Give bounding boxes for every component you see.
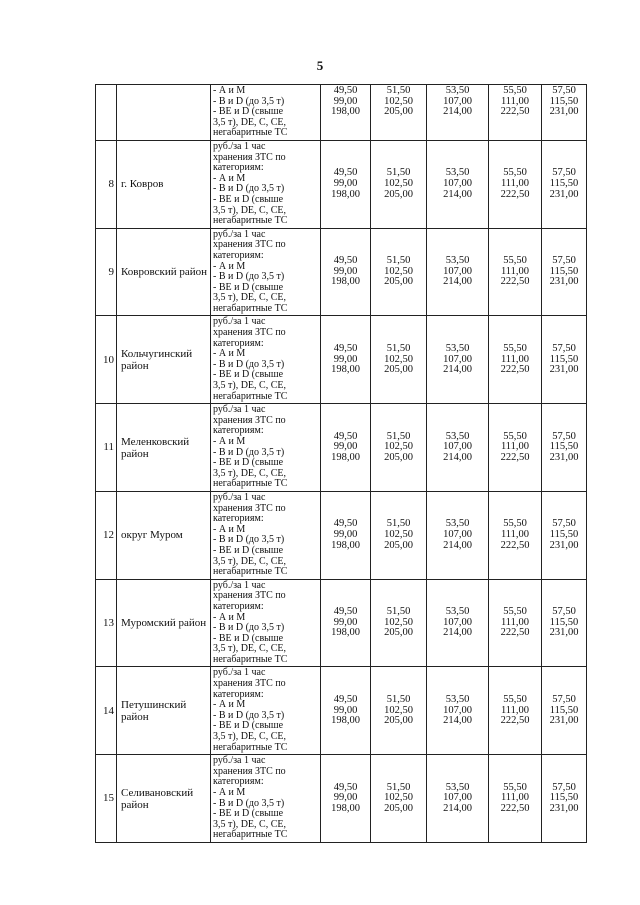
description-line: - А и М xyxy=(213,787,246,798)
price-value: 115,50 xyxy=(549,792,579,804)
price-value: 55,50 xyxy=(503,342,527,354)
table-row xyxy=(96,85,587,141)
price-value: 205,00 xyxy=(384,451,413,463)
price-cell xyxy=(371,667,427,755)
price-value: 49,50 xyxy=(333,518,358,530)
price-value: 55,50 xyxy=(503,85,527,96)
description-line: - В и D (до 3,5 т) xyxy=(213,358,285,370)
price-value: 111,00 xyxy=(500,95,530,107)
description-line: негабаритные ТС xyxy=(213,829,288,841)
price-cell xyxy=(489,755,542,843)
price-cell xyxy=(371,755,427,843)
price-value: 198,00 xyxy=(331,627,360,639)
price-value: 49,50 xyxy=(333,693,358,705)
price-value: 222,50 xyxy=(500,802,530,814)
district-name: Меленковский район xyxy=(117,404,211,492)
price-value: 99,00 xyxy=(333,95,358,107)
tariff-description xyxy=(211,140,321,228)
price-value: 111,00 xyxy=(500,529,530,541)
price-value: 49,50 xyxy=(333,430,358,442)
description-line: руб./за 1 час xyxy=(213,404,266,416)
price-value: 111,00 xyxy=(500,265,530,277)
price-value: 57,50 xyxy=(552,781,576,793)
description-line: руб./за 1 час xyxy=(213,755,266,767)
price-cell xyxy=(371,228,427,316)
description-line: негабаритные ТС xyxy=(213,566,288,578)
price-value: 205,00 xyxy=(384,188,413,200)
row-number: 11 xyxy=(96,404,117,492)
row-number: 8 xyxy=(96,140,117,228)
price-value: 53,50 xyxy=(445,255,470,267)
price-value: 55,50 xyxy=(503,693,527,705)
price-value: 111,00 xyxy=(500,178,530,190)
price-value: 198,00 xyxy=(331,188,360,200)
tariff-description xyxy=(211,228,321,316)
description-line: 3,5 т), DE, C, CE, xyxy=(213,380,286,392)
price-value: 49,50 xyxy=(333,342,358,354)
price-value: 55,50 xyxy=(503,781,527,793)
price-cell xyxy=(371,404,427,492)
description-line: негабаритные ТС xyxy=(213,653,288,665)
price-value: 198,00 xyxy=(331,451,360,463)
price-value: 107,00 xyxy=(443,441,472,453)
description-line: категориям: xyxy=(213,337,264,349)
price-value: 99,00 xyxy=(333,353,358,365)
description-line: - В и D (до 3,5 т) xyxy=(213,446,285,458)
price-value: 102,50 xyxy=(384,529,413,541)
district-name: Петушинский район xyxy=(117,667,211,755)
tariff-description xyxy=(211,85,321,141)
price-value: 107,00 xyxy=(443,704,472,716)
price-value: 231,00 xyxy=(549,451,579,463)
description-line: - ВЕ и D (свыше xyxy=(213,106,284,118)
price-value: 51,50 xyxy=(386,85,411,96)
description-line: хранения ЗТС по xyxy=(213,678,286,690)
price-cell xyxy=(542,404,587,492)
description-line: 3,5 т), DE, C, CE, xyxy=(213,292,286,304)
price-cell xyxy=(427,667,489,755)
price-cell xyxy=(427,491,489,579)
price-value: 57,50 xyxy=(552,167,576,179)
price-value: 231,00 xyxy=(549,188,579,200)
price-value: 198,00 xyxy=(331,539,360,551)
row-number: 10 xyxy=(96,316,117,404)
price-value: 51,50 xyxy=(386,167,411,179)
price-value: 214,00 xyxy=(443,627,472,639)
price-value: 99,00 xyxy=(333,616,358,628)
price-value: 102,50 xyxy=(384,95,413,107)
description-line: - А и М xyxy=(213,85,246,96)
price-value: 102,50 xyxy=(384,265,413,277)
price-value: 53,50 xyxy=(445,606,470,618)
price-cell xyxy=(542,491,587,579)
description-line: хранения ЗТС по xyxy=(213,590,286,602)
price-value: 51,50 xyxy=(386,518,411,530)
price-value: 107,00 xyxy=(443,265,472,277)
price-value: 231,00 xyxy=(549,715,579,727)
price-cell xyxy=(321,579,371,667)
table-row xyxy=(96,140,587,228)
tariff-table xyxy=(95,84,587,843)
price-value: 102,50 xyxy=(384,792,413,804)
description-line: хранения ЗТС по xyxy=(213,151,286,163)
price-value: 55,50 xyxy=(503,606,527,618)
description-line: категориям: xyxy=(213,162,264,174)
price-value: 107,00 xyxy=(443,616,472,628)
price-value: 205,00 xyxy=(384,106,413,118)
description-line: категориям: xyxy=(213,425,264,437)
description-line: руб./за 1 час xyxy=(213,316,266,328)
district-name: округ Муром xyxy=(117,491,211,579)
price-value: 115,50 xyxy=(549,265,579,277)
price-cell xyxy=(489,316,542,404)
price-cell xyxy=(427,140,489,228)
table-body xyxy=(96,85,587,843)
price-cell xyxy=(371,316,427,404)
price-value: 55,50 xyxy=(503,255,527,267)
price-cell xyxy=(489,667,542,755)
district-name xyxy=(117,85,211,141)
description-line: - В и D (до 3,5 т) xyxy=(213,622,285,634)
price-value: 53,50 xyxy=(445,693,470,705)
tariff-description xyxy=(211,667,321,755)
description-line: негабаритные ТС xyxy=(213,478,288,490)
description-line: 3,5 т), DE, C, CE, xyxy=(213,467,286,479)
price-cell xyxy=(542,667,587,755)
description-line: категориям: xyxy=(213,600,264,612)
price-cell xyxy=(321,316,371,404)
row-number xyxy=(96,85,117,141)
description-line: - ВЕ и D (свыше xyxy=(213,632,284,644)
description-line: категориям: xyxy=(213,513,264,525)
tariff-description xyxy=(211,404,321,492)
tariff-description xyxy=(211,755,321,843)
price-cell xyxy=(427,579,489,667)
price-value: 222,50 xyxy=(500,188,530,200)
description-line: руб./за 1 час xyxy=(213,491,266,503)
price-value: 111,00 xyxy=(500,792,530,804)
price-value: 115,50 xyxy=(549,441,579,453)
price-value: 99,00 xyxy=(333,704,358,716)
price-value: 57,50 xyxy=(552,518,576,530)
description-line: руб./за 1 час xyxy=(213,228,266,240)
price-value: 99,00 xyxy=(333,265,358,277)
price-value: 107,00 xyxy=(443,529,472,541)
price-value: 111,00 xyxy=(500,353,530,365)
price-value: 57,50 xyxy=(552,606,576,618)
description-line: хранения ЗТС по xyxy=(213,765,286,777)
description-line: - В и D (до 3,5 т) xyxy=(213,709,285,721)
description-line: - А и М xyxy=(213,611,246,623)
price-value: 49,50 xyxy=(333,255,358,267)
description-line: - В и D (до 3,5 т) xyxy=(213,271,285,283)
price-value: 205,00 xyxy=(384,715,413,727)
price-value: 231,00 xyxy=(549,539,579,551)
price-value: 51,50 xyxy=(386,342,411,354)
description-line: - ВЕ и D (свыше xyxy=(213,193,284,205)
price-cell xyxy=(321,140,371,228)
table-row xyxy=(96,404,587,492)
description-line: 3,5 т), DE, C, CE, xyxy=(213,731,286,743)
price-value: 51,50 xyxy=(386,606,411,618)
price-value: 222,50 xyxy=(500,106,530,118)
price-value: 102,50 xyxy=(384,353,413,365)
price-value: 102,50 xyxy=(384,441,413,453)
price-value: 51,50 xyxy=(386,781,411,793)
district-name: Кольчугинский район xyxy=(117,316,211,404)
description-line: - А и М xyxy=(213,260,246,272)
price-value: 231,00 xyxy=(549,364,579,376)
price-value: 53,50 xyxy=(445,85,470,96)
price-value: 111,00 xyxy=(500,441,530,453)
description-line: негабаритные ТС xyxy=(213,741,288,753)
description-line: категориям: xyxy=(213,249,264,261)
price-value: 49,50 xyxy=(333,85,358,96)
description-line: негабаритные ТС xyxy=(213,127,288,139)
price-value: 111,00 xyxy=(500,616,530,628)
row-number: 9 xyxy=(96,228,117,316)
price-value: 214,00 xyxy=(443,451,472,463)
row-number: 14 xyxy=(96,667,117,755)
row-number: 13 xyxy=(96,579,117,667)
price-value: 49,50 xyxy=(333,167,358,179)
price-cell xyxy=(427,228,489,316)
price-cell xyxy=(489,140,542,228)
price-value: 51,50 xyxy=(386,693,411,705)
description-line: - ВЕ и D (свыше xyxy=(213,720,284,732)
price-cell xyxy=(489,85,542,141)
price-value: 198,00 xyxy=(331,106,360,118)
price-value: 99,00 xyxy=(333,529,358,541)
district-name: Муромский район xyxy=(117,579,211,667)
description-line: 3,5 т), DE, C, CE, xyxy=(213,643,286,655)
price-value: 102,50 xyxy=(384,178,413,190)
price-cell xyxy=(542,316,587,404)
price-value: 222,50 xyxy=(500,627,530,639)
price-cell xyxy=(542,755,587,843)
price-value: 214,00 xyxy=(443,364,472,376)
price-value: 214,00 xyxy=(443,802,472,814)
price-value: 49,50 xyxy=(333,606,358,618)
price-cell xyxy=(542,228,587,316)
description-line: хранения ЗТС по xyxy=(213,414,286,426)
price-cell xyxy=(542,85,587,141)
price-value: 57,50 xyxy=(552,430,576,442)
district-name: Ковровский район xyxy=(117,228,211,316)
price-value: 115,50 xyxy=(549,616,579,628)
table-row xyxy=(96,228,587,316)
price-value: 222,50 xyxy=(500,715,530,727)
row-number: 12 xyxy=(96,491,117,579)
description-line: руб./за 1 час xyxy=(213,140,266,152)
price-cell xyxy=(371,579,427,667)
description-line: 3,5 т), DE, C, CE, xyxy=(213,116,286,128)
price-cell xyxy=(542,140,587,228)
price-value: 198,00 xyxy=(331,276,360,288)
price-value: 205,00 xyxy=(384,539,413,551)
price-value: 198,00 xyxy=(331,364,360,376)
price-value: 222,50 xyxy=(500,276,530,288)
price-value: 102,50 xyxy=(384,704,413,716)
price-cell xyxy=(542,579,587,667)
price-value: 53,50 xyxy=(445,430,470,442)
description-line: - ВЕ и D (свыше xyxy=(213,457,284,469)
description-line: - В и D (до 3,5 т) xyxy=(213,95,285,107)
tariff-description xyxy=(211,491,321,579)
price-value: 198,00 xyxy=(331,802,360,814)
description-line: хранения ЗТС по xyxy=(213,327,286,339)
price-value: 53,50 xyxy=(445,342,470,354)
table-row xyxy=(96,579,587,667)
description-line: - В и D (до 3,5 т) xyxy=(213,534,285,546)
price-cell xyxy=(489,491,542,579)
description-line: категориям: xyxy=(213,688,264,700)
price-cell xyxy=(371,491,427,579)
price-cell xyxy=(321,491,371,579)
description-line: - ВЕ и D (свыше xyxy=(213,808,284,820)
price-value: 115,50 xyxy=(549,353,579,365)
price-value: 205,00 xyxy=(384,276,413,288)
price-value: 214,00 xyxy=(443,276,472,288)
price-value: 57,50 xyxy=(552,85,576,96)
district-name: Селивановский район xyxy=(117,755,211,843)
price-value: 102,50 xyxy=(384,616,413,628)
price-value: 214,00 xyxy=(443,188,472,200)
price-value: 99,00 xyxy=(333,178,358,190)
price-value: 198,00 xyxy=(331,715,360,727)
price-cell xyxy=(371,85,427,141)
price-value: 214,00 xyxy=(443,715,472,727)
price-value: 55,50 xyxy=(503,430,527,442)
price-value: 57,50 xyxy=(552,255,576,267)
price-value: 222,50 xyxy=(500,539,530,551)
price-value: 111,00 xyxy=(500,704,530,716)
price-value: 99,00 xyxy=(333,441,358,453)
tariff-description xyxy=(211,316,321,404)
description-line: 3,5 т), DE, C, CE, xyxy=(213,818,286,830)
price-value: 115,50 xyxy=(549,95,579,107)
price-value: 51,50 xyxy=(386,255,411,267)
price-value: 57,50 xyxy=(552,693,576,705)
price-value: 53,50 xyxy=(445,518,470,530)
description-line: негабаритные ТС xyxy=(213,215,288,227)
price-cell xyxy=(489,404,542,492)
price-value: 205,00 xyxy=(384,802,413,814)
description-line: - А и М xyxy=(213,523,246,535)
price-value: 205,00 xyxy=(384,627,413,639)
price-cell xyxy=(427,85,489,141)
price-cell xyxy=(321,667,371,755)
price-value: 107,00 xyxy=(443,353,472,365)
price-value: 99,00 xyxy=(333,792,358,804)
description-line: негабаритные ТС xyxy=(213,390,288,402)
description-line: 3,5 т), DE, C, CE, xyxy=(213,204,286,216)
description-line: - А и М xyxy=(213,436,246,447)
description-line: руб./за 1 час xyxy=(213,579,266,591)
price-value: 222,50 xyxy=(500,364,530,376)
price-value: 55,50 xyxy=(503,167,527,179)
description-line: негабаритные ТС xyxy=(213,302,288,314)
price-value: 57,50 xyxy=(552,342,576,354)
price-value: 231,00 xyxy=(549,802,579,814)
price-value: 231,00 xyxy=(549,276,579,288)
description-line: - ВЕ и D (свыше xyxy=(213,544,284,556)
row-number: 15 xyxy=(96,755,117,843)
price-value: 115,50 xyxy=(549,704,579,716)
price-value: 55,50 xyxy=(503,518,527,530)
price-value: 231,00 xyxy=(549,627,579,639)
price-value: 107,00 xyxy=(443,95,472,107)
table-row xyxy=(96,316,587,404)
price-cell xyxy=(371,140,427,228)
price-value: 107,00 xyxy=(443,792,472,804)
table-row xyxy=(96,755,587,843)
table-row xyxy=(96,491,587,579)
price-value: 214,00 xyxy=(443,539,472,551)
description-line: - В и D (до 3,5 т) xyxy=(213,797,285,809)
price-cell xyxy=(489,228,542,316)
description-line: - ВЕ и D (свыше xyxy=(213,369,284,381)
description-line: - А и М xyxy=(213,348,246,360)
description-line: - А и М xyxy=(213,699,246,711)
table-row xyxy=(96,667,587,755)
price-cell xyxy=(427,404,489,492)
description-line: - В и D (до 3,5 т) xyxy=(213,183,285,195)
description-line: хранения ЗТС по xyxy=(213,239,286,251)
price-cell xyxy=(321,228,371,316)
price-cell xyxy=(321,755,371,843)
price-cell xyxy=(321,404,371,492)
district-name: г. Ковров xyxy=(117,140,211,228)
tariff-description xyxy=(211,579,321,667)
price-value: 51,50 xyxy=(386,430,411,442)
price-value: 53,50 xyxy=(445,167,470,179)
price-cell xyxy=(321,85,371,141)
description-line: - А и М xyxy=(213,172,246,184)
price-cell xyxy=(427,755,489,843)
price-value: 214,00 xyxy=(443,106,472,118)
price-cell xyxy=(489,579,542,667)
price-value: 107,00 xyxy=(443,178,472,190)
page-number: 5 xyxy=(316,58,324,73)
description-line: руб./за 1 час xyxy=(213,667,266,679)
price-value: 222,50 xyxy=(500,451,530,463)
price-value: 115,50 xyxy=(549,529,579,541)
price-cell xyxy=(427,316,489,404)
price-value: 231,00 xyxy=(549,106,579,118)
description-line: категориям: xyxy=(213,776,264,788)
description-line: 3,5 т), DE, C, CE, xyxy=(213,555,286,567)
price-value: 53,50 xyxy=(445,781,470,793)
description-line: хранения ЗТС по xyxy=(213,502,286,514)
price-value: 205,00 xyxy=(384,364,413,376)
description-line: - ВЕ и D (свыше xyxy=(213,281,284,293)
price-value: 49,50 xyxy=(333,781,358,793)
price-value: 115,50 xyxy=(549,178,579,190)
